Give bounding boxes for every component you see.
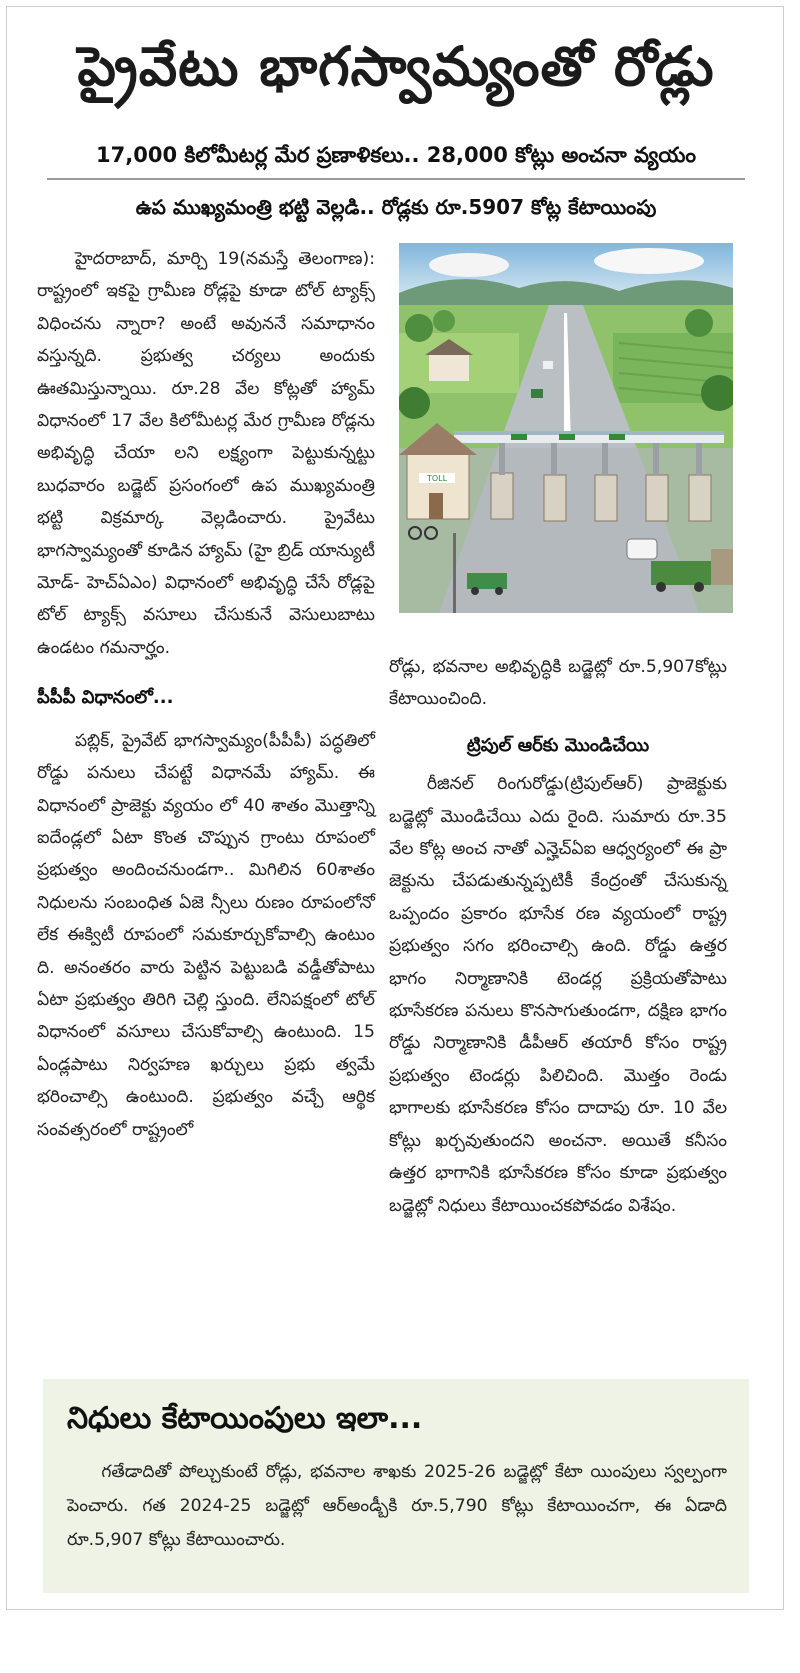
ppp-subheading: పీపీపీ విధానంలో... [37,687,174,709]
divider [47,178,745,180]
subheadline-primary: 17,000 కిలోమీటర్ల మేర ప్రణాళికలు.. 28,000 కోట్లు అంచనా వ్యయం [96,143,696,167]
toll-sign-text: TOLL [426,474,448,483]
toll-plaza-image [399,243,733,613]
sidebar-text: గతేడాదితో పోల్చుకుంటే రోడ్లు, భవనాల శాఖకు 2025-26 బడ్జెట్లో కేటా యింపులు స్వల్పంగా పెంచారు. గత 2024-25 బడ్జెట్లో ఆర్అండ్బీకి రూ.5,790 కోట్లు కేటాయించగా, ఈ ఏడాది రూ.5,907 కోట్లు కేటాయించారు. [67,1462,727,1550]
allocation-sidebar [43,1379,749,1593]
right-column [389,651,727,1222]
rrr-subheading: ట్రిపుల్ ఆర్‌కు మొండిచేయి [466,734,650,756]
intro-paragraph: హైదరాబాద్, మార్చి 19(నమస్తే తెలంగాణ): రాష్ట్రంలో ఇకపై గ్రామీణ రోడ్లపై కూడా టోల్ ట్యాక్స్ విధించను న్నారా? అంటే అవుననే సమాధానం వస్తున్నది. ప్రభుత్వ చర్యలు అందుకు ఊతమిస్తున్నాయి. రూ.28 వేల కోట్లతో హ్యామ్ విధానంలో 17 వేల కిలోమీటర్ల మేర గ్రామీణ రోడ్లను అభివృద్ధి చేయా లని లక్ష్యంగా పెట్టుకున్నట్టు బుధవారం బడ్జెట్ ప్రసంగంలో ఉప ముఖ్యమంత్రి భట్టి విక్రమార్క వెల్లడించారు. ప్రైవేటు భాగస్వామ్యంతో కూడిన హ్యామ్ (హై బ్రిడ్ యాన్యుటీ మోడ్- హెచ్ఏఎం) విధానంలో అభివృద్ధి చేసే రోడ్లపై టోల్ ట్యాక్స్ వసూలు చేసుకునే వెసులుబాటు ఉండటం గమనార్హం. [37,249,375,658]
subheadline-secondary: ఉప ముఖ్యమంత్రి భట్టి వెల్లడి.. రోడ్లకు రూ.5907 కోట్ల కేటాయింపు [135,195,657,219]
toll-plaza-illustration [399,243,733,613]
ppp-paragraph: పబ్లిక్, ప్రైవేట్ భాగస్వామ్యం(పీపీపీ) పద్ధతిలో రోడ్డు పనులు చేపట్టే విధానమే హ్యామ్. ఈ విధానంలో ప్రాజెక్టు వ్యయం లో 40 శాతం మొత్తాన్ని ఐదేండ్లలో ఏటా కొంత చొప్పున గ్రాంటు రూపంలో ప్రభుత్వం అందించనుండగా.. మిగిలిన 60శాతం నిధులను సంబంధిత ఏజె న్సీలు రుణం రూపంలోనో లేక ఈక్విటీ రూపంలో సమకూర్చుకోవాల్సి ఉంటుం ది. అనంతరం వారు పెట్టిన పెట్టుబడి వడ్డీతోపాటు ఏటా ప్రభుత్వం తిరిగి చెల్లి స్తుంది. లేనిపక్షంలో టోల్ విధానంలో వసూలు చేసుకోవాల్సి ఉంటుంది. 15 ఏండ్లపాటు నిర్వహణ ఖర్చులు ప్రభు త్వమే భరించాల్సి ఉంటుంది. ప్రభుత్వం వచ్చే ఆర్థిక సంవత్సరంలో రాష్ట్రంలో [37,730,375,1140]
headline: ప్రైవేటు భాగస్వామ్యంతో రోడ్లు [77,35,715,98]
newspaper-clipping [6,6,784,1610]
sidebar-title: నిధులు కేటాయింపులు ఇలా... [67,1401,423,1436]
rrr-paragraph: రీజినల్ రింగురోడ్డు(ట్రిపుల్ఆర్) ప్రాజెక్టుకు బడ్జెట్లో మొండిచేయి ఎదు రైంది. సుమారు రూ.35 వేల కోట్ల అంచ నాతో ఎన్హెచ్ఏఐ ఆధ్వర్యంలో ఈ ప్రా జెక్టును చేపడుతున్నప్పటికీ కేంద్రంతో చేసుకున్న ఒప్పందం ప్రకారం భూసేక రణ వ్యయంలో రాష్ట్ర ప్రభుత్వం సగం భరించాల్సి ఉంది. రోడ్డు ఉత్తర భాగం నిర్మాణానికి టెండర్ల ప్రక్రియతోపాటు భూసేకరణ పనులు కొనసాగుతుండగా, దక్షిణ భాగం రోడ్డు నిర్మాణానికి డీపీఆర్ తయారీ కోసం రాష్ట్ర ప్రభుత్వం టెండర్లు పిలిచింది. మొత్తం రెండు భాగాలకు భూసేకరణ కోసం దాదాపు రూ. 10 వేల కోట్లు ఖర్చవుతుందని అంచనా. అయితే కనీసం ఉత్తర భాగానికి భూసేకరణ కోసం కూడా ప్రభుత్వం బడ్జెట్లో నిధులు కేటాయించకపోవడం విశేషం. [389,774,727,1216]
roads-budget-paragraph: రోడ్లు, భవనాల అభివృద్ధికి బడ్జెట్లో రూ.5,907కోట్లు కేటాయించింది. [389,657,727,710]
